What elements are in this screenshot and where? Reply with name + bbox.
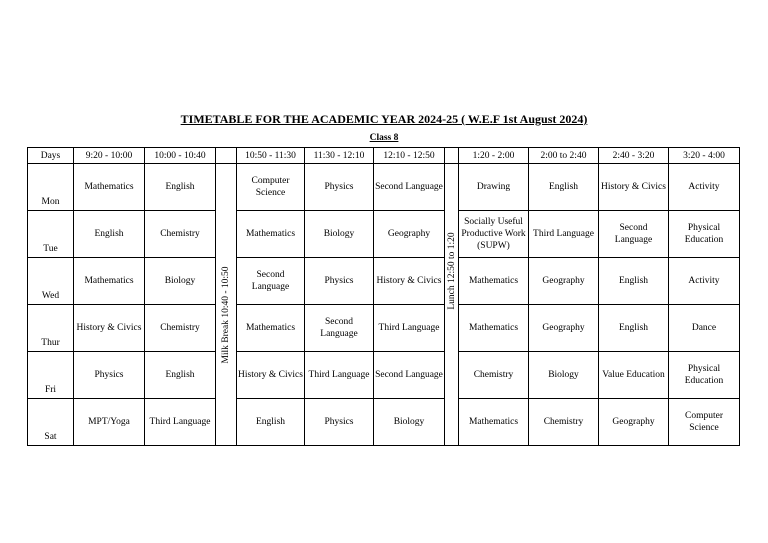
lunch-break-cell [445, 164, 459, 446]
period-cell: Chemistry [145, 211, 216, 258]
period-cell: MPT/Yoga [74, 399, 145, 446]
period-cell: Third Language [529, 211, 599, 258]
period-cell: English [74, 211, 145, 258]
period-cell: Physical Education [669, 352, 740, 399]
period-cell: English [145, 164, 216, 211]
period-cell: Computer Science [237, 164, 305, 211]
header-period-8: 2:40 - 3:20 [599, 148, 669, 164]
milk-break-label: Milk Break 10:40 - 10:50 [221, 265, 231, 364]
period-cell: Biology [305, 211, 374, 258]
day-cell: Thur [28, 305, 74, 352]
period-cell: English [599, 258, 669, 305]
table-row [28, 399, 740, 446]
period-cell: Chemistry [529, 399, 599, 446]
period-cell: Third Language [374, 305, 445, 352]
period-cell: English [599, 305, 669, 352]
header-milk-break [216, 148, 237, 164]
period-cell: Biology [374, 399, 445, 446]
period-cell: Mathematics [237, 305, 305, 352]
header-period-6: 1:20 - 2:00 [459, 148, 529, 164]
period-cell: Chemistry [145, 305, 216, 352]
period-cell: Activity [669, 258, 740, 305]
period-cell: Computer Science [669, 399, 740, 446]
header-period-4: 11:30 - 12:10 [305, 148, 374, 164]
table-row [28, 164, 740, 211]
day-cell: Wed [28, 258, 74, 305]
period-cell: English [529, 164, 599, 211]
period-cell: Second Language [374, 164, 445, 211]
day-cell: Fri [28, 352, 74, 399]
period-cell: Second Language [305, 305, 374, 352]
period-cell: Physical Education [669, 211, 740, 258]
period-cell: Mathematics [237, 211, 305, 258]
period-cell: Geography [529, 258, 599, 305]
period-cell: Mathematics [74, 164, 145, 211]
class-label: Class 8 [369, 133, 399, 143]
period-cell: Mathematics [459, 305, 529, 352]
header-period-9: 3:20 - 4:00 [669, 148, 740, 164]
table-row [28, 305, 740, 352]
period-cell: History & Civics [74, 305, 145, 352]
period-cell: Third Language [145, 399, 216, 446]
period-cell: Physics [305, 164, 374, 211]
period-cell: Mathematics [459, 399, 529, 446]
period-cell: Drawing [459, 164, 529, 211]
period-cell: Physics [305, 399, 374, 446]
period-cell: Third Language [305, 352, 374, 399]
header-period-5: 12:10 - 12:50 [374, 148, 445, 164]
day-cell: Sat [28, 399, 74, 446]
header-row [28, 148, 740, 164]
period-cell: Mathematics [459, 258, 529, 305]
period-cell: English [237, 399, 305, 446]
milk-break-cell [216, 164, 237, 446]
header-period-3: 10:50 - 11:30 [237, 148, 305, 164]
header-period-7: 2:00 to 2:40 [529, 148, 599, 164]
period-cell: Physics [305, 258, 374, 305]
period-cell: Value Education [599, 352, 669, 399]
period-cell: English [145, 352, 216, 399]
period-cell: Biology [145, 258, 216, 305]
table-row [28, 258, 740, 305]
header-lunch-break [445, 148, 459, 164]
timetable-title: TIMETABLE FOR THE ACADEMIC YEAR 2024-25 ( W.E.F 1st August 2024) [180, 112, 588, 126]
period-cell: Geography [529, 305, 599, 352]
period-cell: History & Civics [599, 164, 669, 211]
lunch-break-label: Lunch 12:50 to 1:20 [446, 231, 457, 310]
header-days: Days [28, 148, 74, 164]
period-cell: Chemistry [459, 352, 529, 399]
period-cell: History & Civics [374, 258, 445, 305]
timetable-table [27, 147, 740, 446]
period-cell: Dance [669, 305, 740, 352]
period-cell: Socially Useful Productive Work (SUPW) [459, 211, 529, 258]
period-cell: Mathematics [74, 258, 145, 305]
table-row [28, 352, 740, 399]
period-cell: Second Language [599, 211, 669, 258]
period-cell: Geography [599, 399, 669, 446]
day-cell: Tue [28, 211, 74, 258]
header-period-2: 10:00 - 10:40 [145, 148, 216, 164]
period-cell: Biology [529, 352, 599, 399]
period-cell: Activity [669, 164, 740, 211]
period-cell: Second Language [237, 258, 305, 305]
header-period-1: 9:20 - 10:00 [74, 148, 145, 164]
day-cell: Mon [28, 164, 74, 211]
period-cell: Physics [74, 352, 145, 399]
period-cell: History & Civics [237, 352, 305, 399]
period-cell: Second Language [374, 352, 445, 399]
period-cell: Geography [374, 211, 445, 258]
table-row [28, 211, 740, 258]
